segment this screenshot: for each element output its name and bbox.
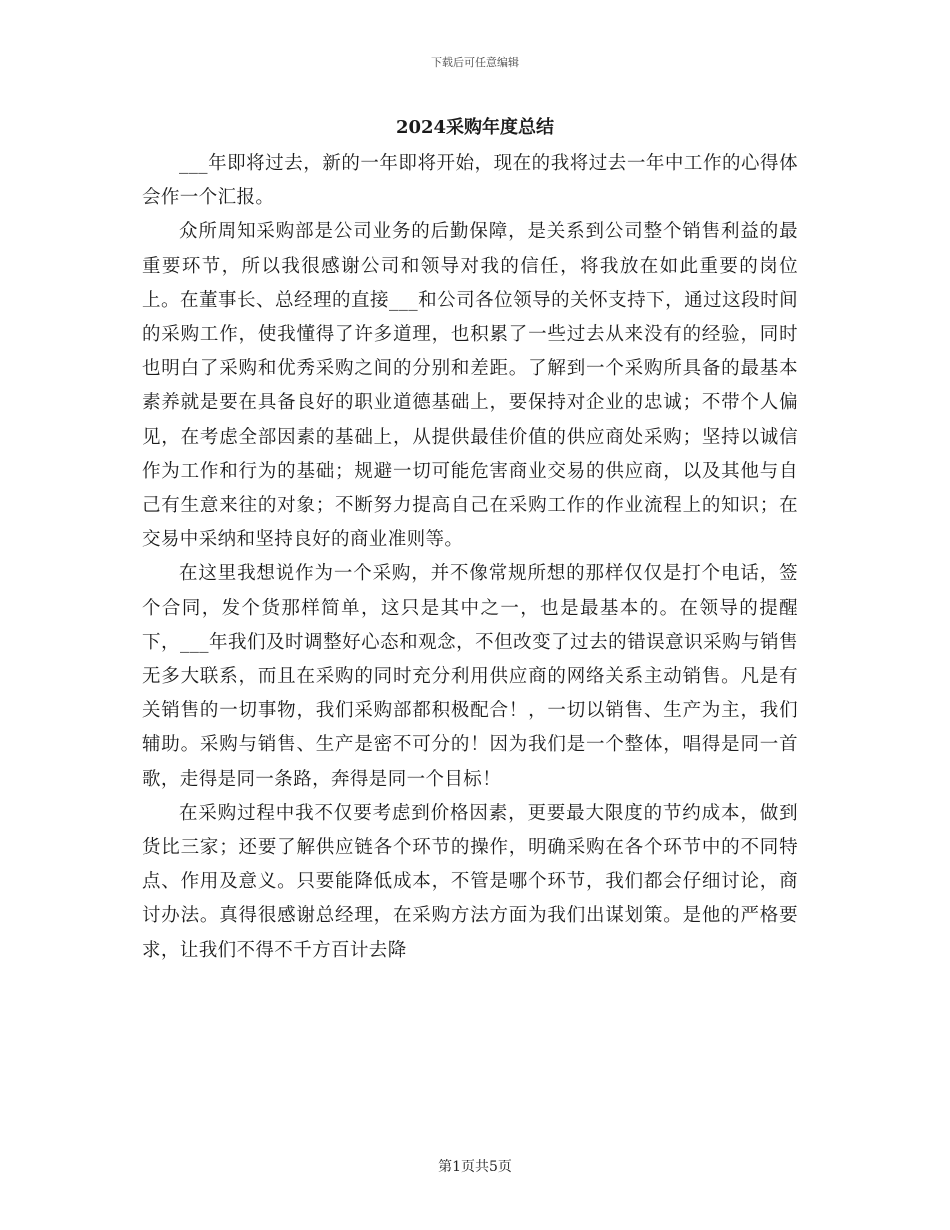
paragraph: 在这里我想说作为一个采购，并不像常规所想的那样仅仅是打个电话，签个合同，发个货那样简单，这只是其中之一，也是最基本的。在领导的提醒下，___年我们及时调整好心态和观念，不但改变了过去的错误意识采购与销售无多大联系，而且在采购的同时充分利用供应商的网络关系主动销售。凡是有关销售的一切事物，我们采购部都积极配合！，一切以销售、生产为主，我们辅助。采购与销售、生产是密不可分的！因为我们是一个整体，唱得是同一首歌，走得是同一条路，奔得是同一个目标！ <box>142 563 798 790</box>
document-body <box>142 147 798 968</box>
paragraph: ___年即将过去，新的一年即将开始，现在的我将过去一年中工作的心得体会作一个汇报。 <box>142 153 798 209</box>
paragraph: 在采购过程中我不仅要考虑到价格因素，更要最大限度的节约成本，做到货比三家；还要了解供应链各个环节的操作，明确采购在各个环节中的不同特点、作用及意义。只要能降低成本，不管是哪个环节，我们都会仔细讨论，商讨办法。真得很感谢总经理，在采购方法方面为我们出谋划策。是他的严格要求，让我们不得不千方百计去降 <box>142 802 798 961</box>
page-header-note: 下载后可任意编辑 <box>431 56 519 69</box>
paragraph: 众所周知采购部是公司业务的后勤保障，是关系到公司整个销售利益的最重要环节，所以我很感谢公司和领导对我的信任，将我放在如此重要的岗位上。在董事长、总经理的直接___和公司各位领导的关怀支持下，通过这段时间的采购工作，使我懂得了许多道理，也积累了一些过去从来没有的经验，同时也明白了采购和优秀采购之间的分别和差距。了解到一个采购所具备的最基本素养就是要在具备良好的职业道德基础上，要保持对企业的忠诚；不带个人偏见，在考虑全部因素的基础上，从提供最佳价值的供应商处采购；坚持以诚信作为工作和行为的基础；规避一切可能危害商业交易的供应商，以及其他与自己有生意来往的对象；不断努力提高自己在采购工作的作业流程上的知识；在交易中采纳和坚持良好的商业准则等。 <box>142 221 798 551</box>
document-title: 2024采购年度总结 <box>395 117 555 138</box>
page-number: 第1页共5页 <box>438 1159 512 1175</box>
